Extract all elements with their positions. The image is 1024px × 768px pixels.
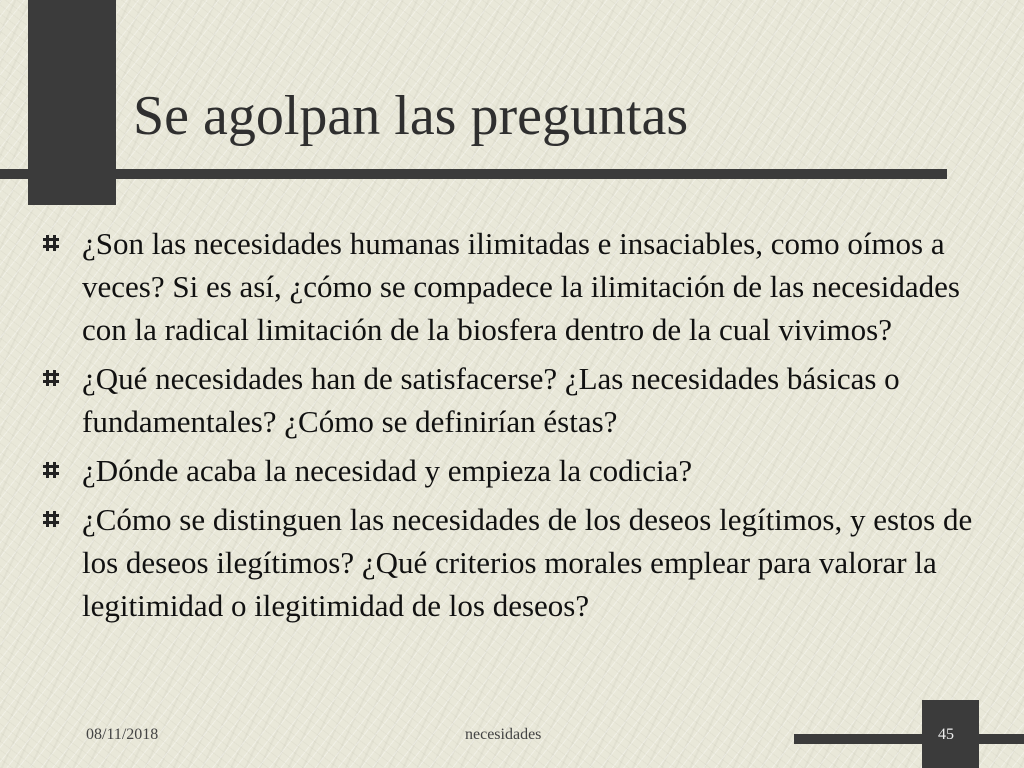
bullet-item bbox=[40, 498, 990, 627]
bullet-text: ¿Dónde acaba la necesidad y empieza la codicia? bbox=[82, 453, 693, 488]
footer-date: 08/11/2018 bbox=[86, 726, 159, 743]
bullet-text: ¿Son las necesidades humanas ilimitadas e insaciables, como oímos a veces? Si es así, ¿cómo se compadece la ilimitación de las necesidades con la radical limitación de la biosfera dentro de la cual vivimos? bbox=[82, 226, 960, 347]
decorative-rule-top bbox=[0, 169, 947, 179]
footer-topic: necesidades bbox=[465, 726, 542, 743]
hash-bullet-icon bbox=[42, 369, 60, 387]
bullet-item bbox=[40, 222, 990, 351]
hash-bullet-icon bbox=[42, 510, 60, 528]
bullet-text: ¿Cómo se distinguen las necesidades de los deseos legítimos, y estos de los deseos ilegítimos? ¿Qué criterios morales emplear para valorar la legitimidad o ilegitimidad de los deseos? bbox=[82, 502, 973, 623]
bullet-list bbox=[40, 222, 990, 633]
bullet-item bbox=[40, 357, 990, 443]
decorative-rule-bottom bbox=[794, 734, 1024, 744]
hash-bullet-icon bbox=[42, 461, 60, 479]
slide-title: Se agolpan las preguntas bbox=[133, 85, 689, 147]
page-number: 45 bbox=[938, 726, 954, 743]
bullet-text: ¿Qué necesidades han de satisfacerse? ¿Las necesidades básicas o fundamentales? ¿Cómo se definirían éstas? bbox=[82, 361, 900, 439]
hash-bullet-icon bbox=[42, 234, 60, 252]
bullet-item bbox=[40, 449, 990, 492]
